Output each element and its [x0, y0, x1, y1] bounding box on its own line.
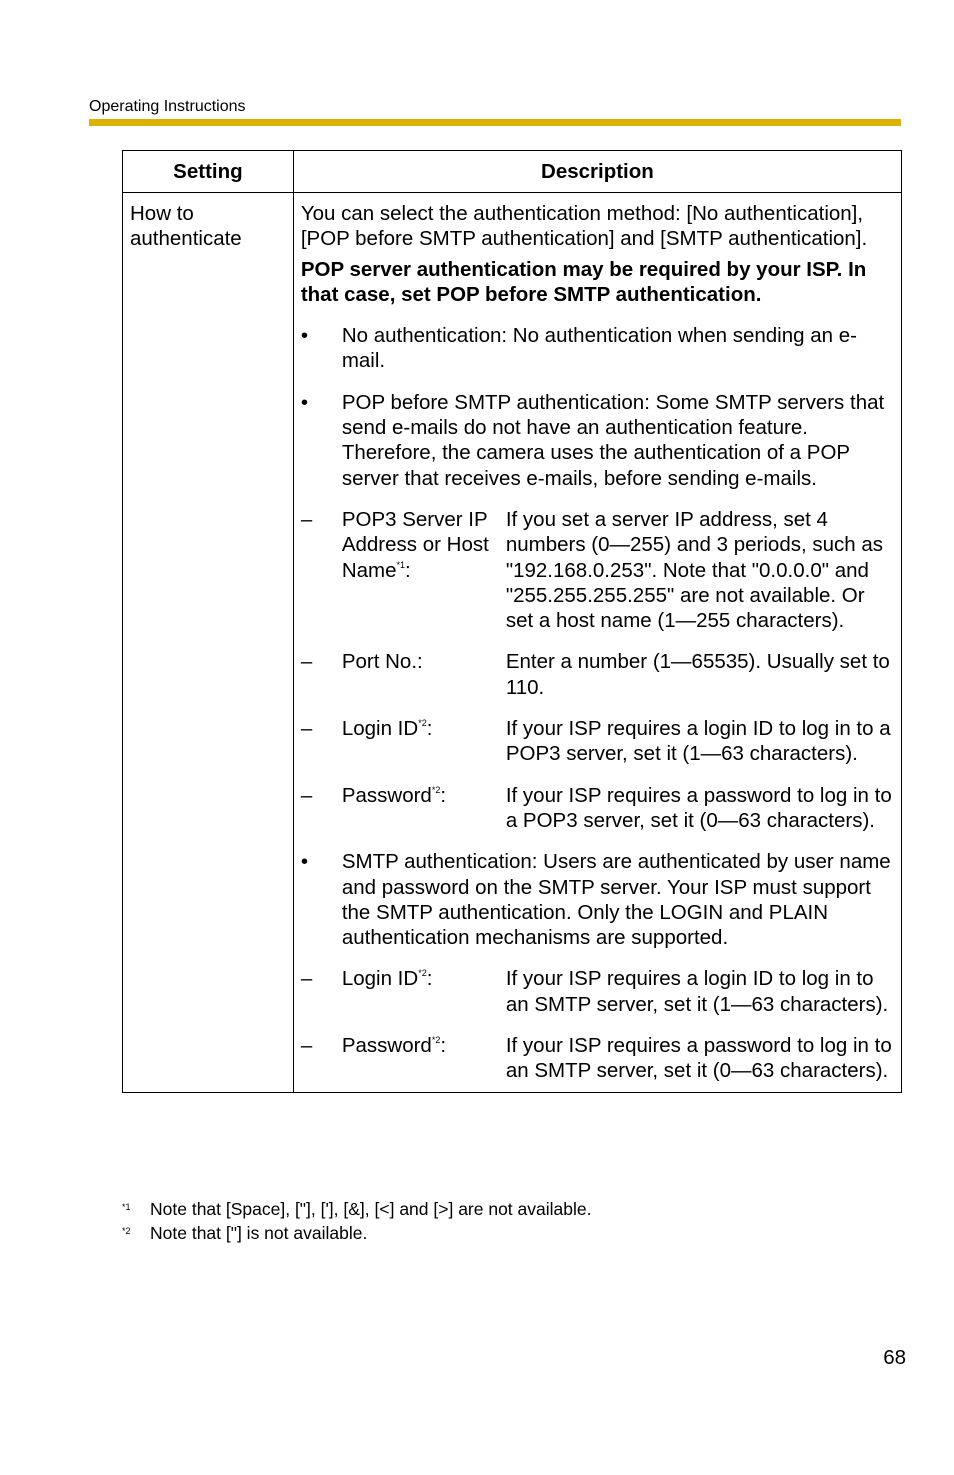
setting-name: How to authenticate: [123, 193, 294, 1093]
sub-item-label: [342, 966, 506, 1017]
column-header-description: Description: [293, 151, 901, 193]
label-text: POP3 Server IP Address or Host Name: [341, 507, 489, 582]
list-item: [301, 849, 895, 950]
bullet-text: No authentication: No authentication when sending an e-mail.: [341, 324, 857, 373]
footnotes: [122, 1197, 591, 1245]
sub-item-text: Enter a number (1—65535). Usually set to 110.: [505, 650, 890, 699]
sub-item: [301, 966, 895, 1017]
sub-item-text: If your ISP requires a login ID to log in to a POP3 server, set it (1—63 characters).: [505, 717, 891, 766]
label-suffix: :: [426, 717, 433, 741]
sub-item: [301, 783, 895, 834]
list-item: [301, 390, 895, 491]
isp-note: POP server authentication may be required by your ISP. In that case, set POP before SMTP authentication.: [300, 257, 867, 306]
dash-icon: –: [300, 717, 313, 741]
label-suffix: :: [405, 558, 411, 582]
dash-icon: –: [300, 967, 313, 991]
sub-item-text: If your ISP requires a password to log in to a POP3 server, set it (0—63 characters).: [505, 783, 892, 832]
dash-icon: –: [300, 783, 313, 807]
footnote-text: Note that [Space], ["], ['], [&], [<] and [>] are not available.: [150, 1199, 592, 1219]
footnote-mark: *2: [122, 1226, 131, 1236]
label-suffix: :: [426, 967, 433, 991]
footnote-ref: *2: [431, 784, 441, 795]
footnote: [122, 1197, 591, 1221]
sub-item-text: If your ISP requires a password to log in to an SMTP server, set it (0—63 characters).: [505, 1034, 892, 1083]
footnote-mark: *1: [122, 1202, 131, 1212]
label-text: Password: [341, 1034, 432, 1058]
dash-icon: –: [300, 507, 313, 531]
footnote-ref: *2: [418, 968, 427, 979]
settings-table: [122, 150, 902, 1093]
footnote-ref: *2: [418, 718, 427, 729]
header-rule: [89, 119, 901, 126]
footnote-text: Note that ["] is not available.: [150, 1223, 368, 1243]
sub-item-label: [342, 507, 506, 633]
bullet-text: SMTP authentication: Users are authenticated by user name and password on the SMTP server. Your ISP must support the SMTP authentication. Only the LOGIN and PLAIN authentication mechanisms are supported.: [341, 850, 891, 950]
label-text: Port No.:: [341, 650, 423, 674]
setting-description: [293, 193, 901, 1093]
sub-item-label: [342, 649, 506, 700]
sub-item: [301, 507, 895, 633]
page-number: 68: [883, 1346, 906, 1369]
sub-item-text: If you set a server IP address, set 4 numbers (0—255) and 3 periods, such as "192.168.0.253". Note that "0.0.0.0" and "255.255.255.255" are not available. Or set a host name (1—255 characters).: [505, 507, 884, 633]
sub-item: [301, 716, 895, 767]
sub-item-label: [342, 783, 506, 834]
bullet-icon: •: [300, 324, 309, 348]
footnote-ref: *1: [396, 559, 406, 570]
sub-item: [301, 1033, 895, 1084]
footnote: [122, 1221, 591, 1245]
label-suffix: :: [440, 783, 447, 807]
list-item: [301, 323, 895, 374]
intro-text: You can select the authentication method: [No authentication], [POP before SMTP authentication] and [SMTP authentication].: [300, 202, 868, 251]
label-text: Login ID: [341, 717, 419, 741]
sub-item-label: [342, 1033, 506, 1084]
running-header: Operating Instructions: [89, 98, 246, 115]
bullet-text: POP before SMTP authentication: Some SMTP servers that send e-mails do not have an authentication feature. Therefore, the camera uses the authentication of a POP server that receives e-mails, before sending e-mails.: [341, 390, 885, 490]
sub-item-text: If your ISP requires a login ID to log in to an SMTP server, set it (1—63 characters).: [505, 967, 889, 1016]
table-row: [123, 193, 902, 1093]
bullet-icon: •: [300, 850, 309, 874]
table-header-row: [123, 151, 902, 193]
label-text: Login ID: [341, 967, 419, 991]
dash-icon: –: [300, 1034, 313, 1058]
sub-item-label: [342, 716, 506, 767]
label-suffix: :: [440, 1034, 447, 1058]
sub-item: [301, 649, 895, 700]
dash-icon: –: [300, 650, 313, 674]
bullet-icon: •: [300, 390, 309, 414]
column-header-setting: Setting: [123, 151, 294, 193]
footnote-ref: *2: [431, 1035, 441, 1046]
label-text: Password: [341, 783, 432, 807]
